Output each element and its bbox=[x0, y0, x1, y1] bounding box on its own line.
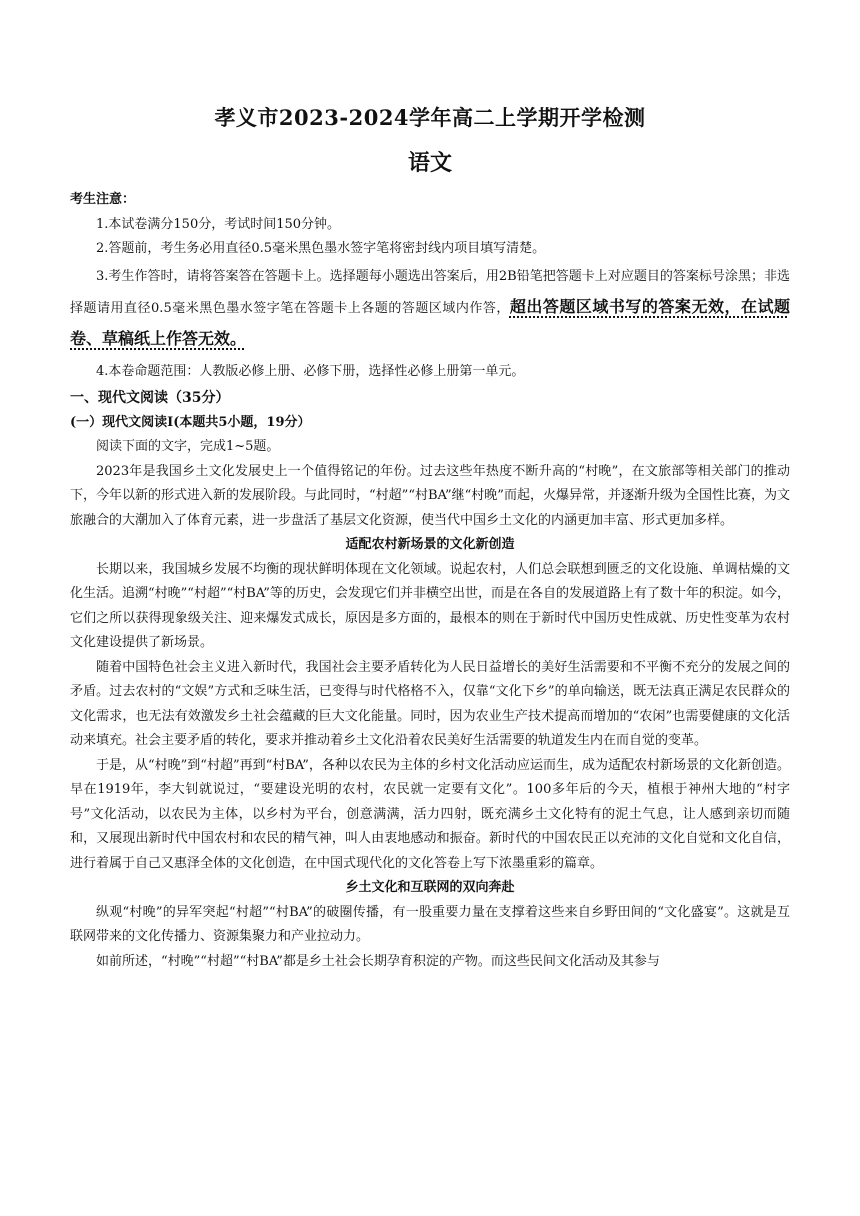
notice-item-1: 1.本试卷满分150分，考试时间150分钟。 bbox=[96, 216, 341, 232]
paragraph-1: 长期以来，我国城乡发展不均衡的现状鲜明体现在文化领域。说起农村，人们总会联想到匮乏的文化设施、单调枯燥的文化生活。追溯“村晚”“村超”“村BA”等的历史，会发现它们并非横空出世，而是在各自的发展道路上有了数十年的积淀。如今，它们之所以获得现象级关注、迎来爆发式成长，原因是多方面的，最根本的则在于新时代中国历史性成就、历史性变革为农村文化建设提供了新场景。 bbox=[70, 561, 790, 650]
subsection-heading: (一）现代文阅读Ⅰ(本题共5小题，19分） bbox=[70, 414, 311, 430]
article-subtitle-2: 乡土文化和互联网的双向奔赴 bbox=[345, 880, 515, 895]
section-heading: 一、现代文阅读（35分） bbox=[70, 390, 230, 406]
subject-title: 语文 bbox=[407, 150, 452, 176]
paragraph-2: 随着中国特色社会主义进入新时代，我国社会主要矛盾转化为人民日益增长的美好生活需要和不平衡不充分的发展之间的矛盾。过去农村的“文娱”方式和乏味生活，已变得与时代格格不入，仅靠“文化下乡”的单向输送，既无法真正满足农民群众的文化需求，也无法有效激发乡土社会蕴藏的巨大文化能量。同时，因为农业生产技术提高而增加的“农闲”也需要健康的文化活动来填充。社会主要矛盾的转化，要求并推动着乡土文化沿着农民美好生活需要的轨道发生内在而自觉的变革。 bbox=[70, 659, 790, 748]
notice-item-4: 4.本卷命题范围：人教版必修上册、必修下册，选择性必修上册第一单元。 bbox=[96, 363, 525, 379]
paragraph-3: 于是，从“村晚”到“村超”再到“村BA”，各种以农民为主体的乡村文化活动应运而生，成为适配农村新场景的文化新创造。早在1919年，李大钊就说过，“要建设光明的农村，农民就一定要有文化”。100多年后的今天，植根于神州大地的“村字号”文化活动，以农民为主体，以乡村为平台，创意满满，活力四射，既充满乡土文化特有的泥土气息，让人感到亲切而随和，又展现出新时代中国农村和农民的精气神，叫人由衷地感动和振奋。新时代的中国农民正以充沛的文化自觉和文化自信，进行着属于自己又惠泽全体的文化创造，在中国式现代化的文化答卷上写下浓墨重彩的篇章。 bbox=[70, 757, 790, 871]
notice-item-3-emphasis: 超出答题区域书写的答案无效，在试题卷、草稿纸上作答无效。 bbox=[70, 296, 790, 348]
paragraph-5: 如前所述，“村晚”“村超”“村BA”都是乡土社会长期孕育积淀的产物。而这些民间文化活动及其参与 bbox=[96, 953, 660, 969]
notice-item-3 bbox=[70, 262, 790, 356]
notice-item-3-text: 3.考生作答时，请将答案答在答题卡上。选择题每小题选出答案后，用2B铅笔把答题卡上对应题目的答案标号涂黑；非选择题请用直径0.5毫米黑色墨水签字笔在答题卡上各题的答题区域内作答， bbox=[70, 268, 790, 316]
paragraph-4: 纵观“村晚”的异军突起“村超”“村BA”的破圈传播，有一股重要力量在支撑着这些来自乡野田间的“文化盛宴”。这就是互联网带来的文化传播力、资源集聚力和产业拉动力。 bbox=[70, 904, 790, 944]
reading-instruction: 阅读下面的文字，完成1~5题。 bbox=[96, 439, 280, 454]
exam-content bbox=[70, 188, 790, 974]
notice-item-2: 2.答题前，考生务必用直径0.5毫米黑色墨水签字笔将密封线内项目填写清楚。 bbox=[96, 241, 546, 256]
intro-paragraph: 2023年是我国乡土文化发展史上一个值得铭记的年份。过去这些年热度不断升高的“村晚”，在文旅部等相关部门的推动下，今年以新的形式进入新的发展阶段。与此同时，“村超”“村BA”继“村晚”而起，火爆异常，并逐渐升级为全国性比赛，为文旅融合的大潮加入了体育元素，进一步盘活了基层文化资源，使当代中国乡土文化的内涵更加丰富、形式更加多样。 bbox=[70, 463, 790, 528]
notice-heading: 考生注意： bbox=[70, 192, 136, 207]
article-subtitle-1: 适配农村新场景的文化新创造 bbox=[345, 537, 515, 552]
exam-title: 孝义市2023-2024学年高二上学期开学检测 bbox=[214, 105, 646, 130]
